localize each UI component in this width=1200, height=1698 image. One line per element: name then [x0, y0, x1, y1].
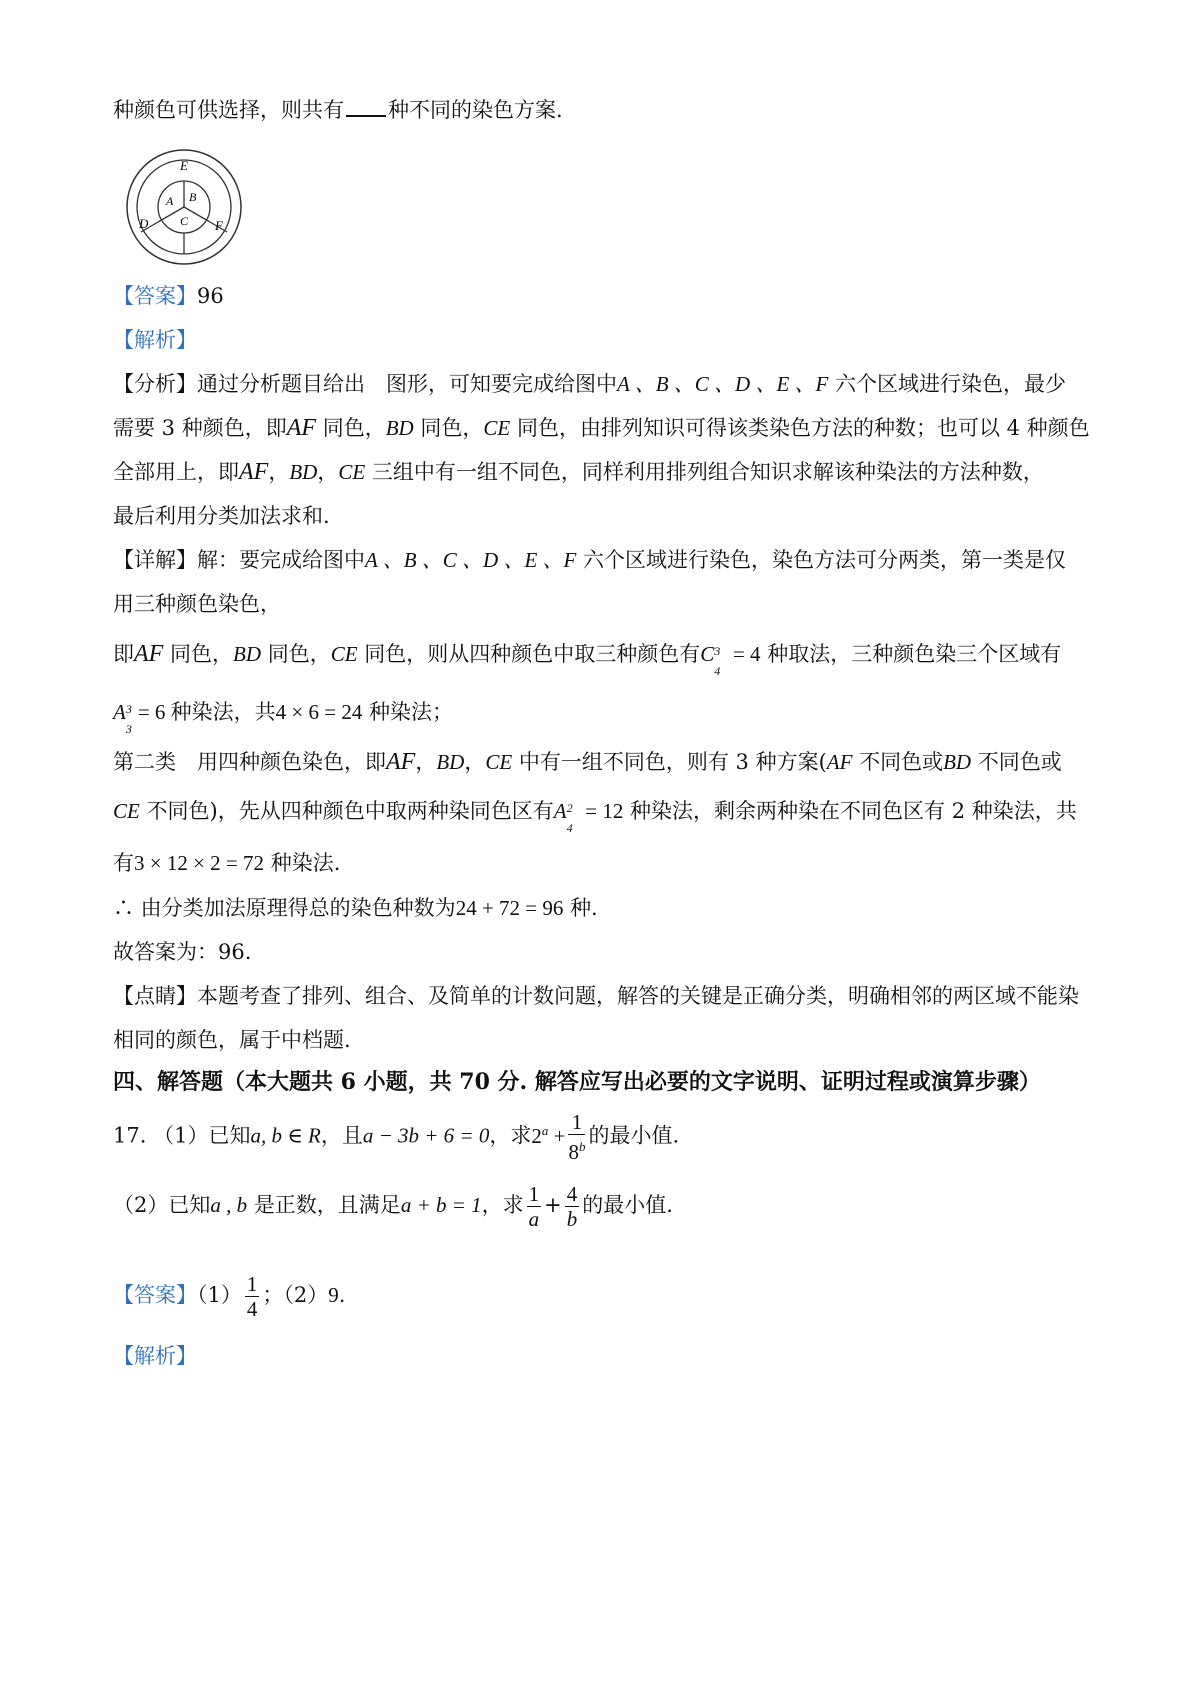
- label-b: B: [189, 190, 197, 204]
- fenxi-line-2: 需要 3 种颜色，即AF 同色，BD 同色，CE 同色，由排列知识可得该类染色方法的种数；也可以 4 种颜色: [113, 415, 1090, 441]
- fraction-1-over-8b: $\frac{1}{8^b}$: [568, 1110, 586, 1164]
- label-a: A: [166, 194, 174, 208]
- expr-2-pow-a: $2^a$ +: [531, 1122, 566, 1148]
- intro-line: 种颜色可供选择，则共有 种不同的染色方案.: [113, 98, 563, 122]
- fenxi-line-1: 【分析】通过分析题目给出 图形，可知要完成给图中A 、B 、C 、D 、E 、F 六个区域进行染色，最少: [113, 372, 1067, 396]
- answer-line-1: 【答案】96: [113, 284, 224, 308]
- fraction-4-over-b: $\frac{4}{b}$: [566, 1182, 578, 1231]
- answer-blank: [346, 97, 386, 117]
- xiangjie-line-8: ∴ 由分类加法原理得总的染色种数为24 + 72 = 96 种.: [113, 896, 598, 920]
- fenxi-line-4: 最后利用分类加法求和.: [113, 504, 330, 528]
- label-f: F: [215, 218, 223, 233]
- xiangjie-line-4: A 3 3 = 6 种染法，共4 × 6 = 24 种染法；: [113, 700, 454, 736]
- fraction-1-over-4: $\frac{1}{4}$: [246, 1272, 258, 1321]
- fraction-1-over-a: $\frac{1}{a}$: [528, 1182, 540, 1231]
- analysis-label-2: 【解析】: [113, 1344, 197, 1368]
- xiangjie-line-2: 用三种颜色染色，: [113, 592, 281, 616]
- ring-diagram: [125, 148, 243, 266]
- xiangjie-line-3: 即AF 同色，BD 同色，CE 同色，则从四种颜色中取三种颜色有C 3 4 = 4 种取法，三种颜色染三个区域有: [113, 641, 1062, 678]
- section-heading: 四、解答题（本大题共 6 小题，共 70 分. 解答应写出必要的文字说明、证明过程或演算步骤）: [113, 1069, 1041, 1095]
- label-d: D: [139, 216, 149, 231]
- xiangjie-line-9: 故答案为：96.: [113, 940, 252, 964]
- label-e: E: [180, 158, 188, 173]
- dianjing-line-1: 【点睛】本题考查了排列、组合、及简单的计数问题，解答的关键是正确分类，明确相邻的两区域不能染: [113, 984, 1079, 1008]
- xiangjie-line-7: 有3 × 12 × 2 = 72 种染法.: [113, 851, 341, 875]
- q17-part1: 17. （1）已知a, b ∈ R，且a − 3b + 6 = 0，求$2^a$ + $\frac{1}{8^b}$ 的最小值.: [113, 1110, 680, 1164]
- dianjing-line-2: 相同的颜色，属于中档题.: [113, 1028, 351, 1052]
- fenxi-line-3: 全部用上，即AF，BD，CE 三组中有一组不同色，同样利用排列组合知识求解该种染法的方法种数，: [113, 459, 1044, 485]
- permutation-a33: A 3 3: [113, 700, 132, 736]
- xiangjie-line-5: 第二类 用四种颜色染色，即AF，BD，CE 中有一组不同色，则有 3 种方案(AF 不同色或BD 不同色或: [113, 749, 1062, 775]
- label-c: C: [180, 214, 189, 228]
- xiangjie-line-1: 【详解】解：要完成给图中A 、B 、C 、D 、E 、F 六个区域进行染色，染色方法可分两类，第一类是仅: [113, 548, 1067, 572]
- permutation-a42: A 2 4: [553, 799, 573, 835]
- answer-line-2: 【答案】（1） $\frac{1}{4}$ ；（2）9.: [113, 1272, 346, 1321]
- combination-c43: C 3 4: [700, 642, 721, 678]
- xiangjie-line-6: CE 不同色)，先从四种颜色中取两种染同色区有A 2 4 = 12 种染法，剩余两种染在不同色区有 2 种染法，共: [113, 799, 1077, 835]
- q17-part2: （2）已知a , b 是正数，且满足a + b = 1，求 $\frac{1}{a}$ + $\frac{4}{b}$ 的最小值.: [113, 1182, 673, 1231]
- analysis-label-1: 【解析】: [113, 328, 197, 352]
